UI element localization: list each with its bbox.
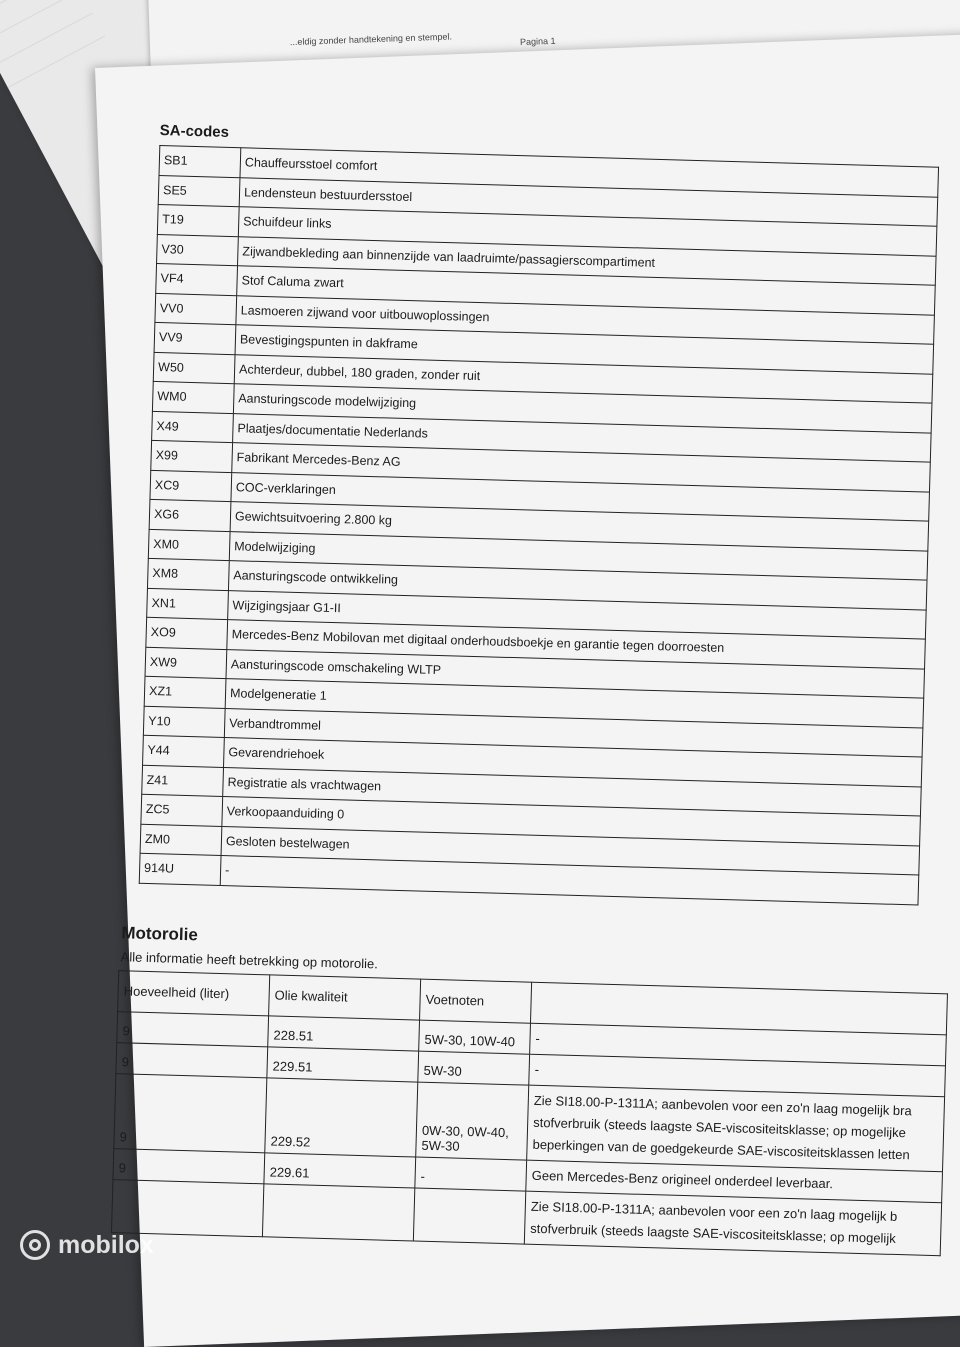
oil-note-cell: Zie SI18.00-P-1311A; aanbevolen voor een zo'n laag mogelijk bra stofverbruik (steeds laagste SAE-viscositeitsklasse; op mogelijke beperkingen van de goedgekeurde SAE-viscositeitsklassen letten [527, 1085, 945, 1172]
sa-desc-cell: Schuifdeur links [238, 207, 937, 256]
sa-code-cell: XM0 [148, 529, 230, 561]
oil-visc-cell: 5W-30 [418, 1051, 530, 1085]
sa-code-cell: Y44 [143, 735, 225, 767]
oil-quality-cell [262, 1183, 414, 1240]
oil-quality-cell: 228.51 [268, 1015, 420, 1050]
sa-desc-cell: Aansturingscode omschakeling WLTP [226, 649, 925, 698]
sheet-page-label: Pagina 1 [519, 35, 556, 48]
sa-code-cell: XO9 [146, 617, 228, 649]
mobilox-logo-icon [20, 1230, 50, 1260]
sa-code-cell: SE5 [158, 175, 240, 207]
oil-note-cell: Zie SI18.00-P-1311A; aanbevolen voor een zo'n laag mogelijk b stofverbruik (steeds laagste SAE-viscositeitsklasse; op mogelijk [524, 1191, 941, 1256]
sa-desc-cell: Wijzigingsjaar G1-II [228, 590, 927, 639]
sa-desc-cell: Zijwandbekleding aan binnenzijde van laadruimte/passagierscompartiment [238, 236, 937, 285]
sa-desc-cell: Aansturingscode modelwijziging [233, 384, 932, 433]
motorolie-subtitle: Alle informatie heeft betrekking op motorolie. [120, 948, 379, 971]
sa-desc-cell: - [220, 855, 919, 904]
sa-codes-title: SA-codes [159, 122, 230, 141]
sa-code-cell: ZM0 [140, 824, 222, 856]
sa-desc-cell: Gesloten bestelwagen [221, 826, 920, 875]
sa-code-cell: ZC5 [141, 794, 223, 826]
sa-desc-cell: Gevarendriehoek [224, 738, 923, 787]
sheet-ruled-lines [0, 0, 108, 92]
sa-desc-cell: Aansturingscode ontwikkeling [228, 561, 927, 610]
oil-visc-cell [413, 1188, 525, 1244]
header-quantity: Hoeveelheid (liter) [118, 970, 270, 1015]
watermark-text: mobilox [58, 1230, 154, 1259]
oil-visc-cell: 0W-30, 0W-40, 5W-30 [416, 1082, 529, 1160]
sa-codes-table [139, 145, 939, 905]
sheet-footer-text: ...eldig zonder handtekening en stempel. [289, 31, 453, 48]
sa-desc-cell: Plaatjes/documentatie Nederlands [233, 413, 932, 462]
sa-desc-cell: Stof Caluma zwart [237, 266, 936, 315]
sa-desc-cell: Achterdeur, dubbel, 180 graden, zonder ruit [234, 354, 933, 403]
sa-code-cell: Z41 [142, 765, 224, 797]
sa-code-cell: SB1 [159, 146, 241, 178]
sa-code-cell: XC9 [150, 470, 232, 502]
sa-desc-cell: Lasmoeren zijwand voor uitbouwoplossingen [236, 295, 935, 344]
document-page [118, 122, 960, 1256]
sa-code-cell: XG6 [149, 499, 231, 531]
sa-code-cell: X99 [151, 440, 233, 472]
sa-desc-cell: Gewichtsuitvoering 2.800 kg [230, 502, 929, 551]
oil-qty-cell: 9 [114, 1073, 267, 1152]
watermark [20, 1230, 154, 1260]
oil-qty-cell: 9 [113, 1148, 265, 1183]
sa-code-cell: Y10 [143, 706, 225, 738]
sa-code-cell: VV9 [154, 322, 236, 354]
oil-qty-cell [111, 1179, 263, 1236]
oil-note-cell: Geen Mercedes-Benz origineel onderdeel leverbaar. [526, 1160, 943, 1203]
sa-desc-cell: Registratie als vrachtwagen [223, 767, 922, 816]
oil-qty-cell: 9 [116, 1042, 268, 1077]
header-footnotes: Voetnoten [420, 979, 532, 1023]
sa-code-cell: 914U [139, 853, 221, 885]
sa-code-cell: T19 [157, 204, 239, 236]
oil-quality-cell: 229.52 [265, 1077, 418, 1156]
sa-desc-cell: Mercedes-Benz Mobilovan met digitaal onderhoudsboekje en garantie tegen doorroesten [227, 620, 926, 669]
sa-desc-cell: Verbandtrommel [224, 708, 923, 757]
sa-desc-cell: Verkoopaanduiding 0 [222, 797, 921, 846]
sa-desc-cell: Fabrikant Mercedes-Benz AG [232, 443, 931, 492]
motorolie-title: Motorolie [121, 922, 199, 944]
sa-desc-cell: Modelgeneratie 1 [225, 679, 924, 728]
sa-code-cell: XN1 [147, 588, 229, 620]
oil-quality-cell: 229.51 [267, 1046, 419, 1081]
sa-code-cell: XW9 [145, 647, 227, 679]
motorolie-table [111, 970, 948, 1256]
oil-qty-cell: 9 [117, 1011, 269, 1046]
sa-code-cell: WM0 [152, 381, 234, 413]
sa-code-cell: VV0 [155, 293, 237, 325]
oil-note-cell: - [530, 1023, 947, 1066]
oil-visc-cell: - [415, 1157, 527, 1191]
oil-quality-cell: 229.61 [264, 1152, 416, 1187]
sa-code-cell: VF4 [156, 263, 238, 295]
oil-note-cell: - [529, 1054, 946, 1097]
sa-code-cell: W50 [153, 352, 235, 384]
sa-desc-cell: Bevestigingspunten in dakframe [235, 325, 934, 374]
sa-code-cell: X49 [152, 411, 234, 443]
sa-desc-cell: Modelwijziging [229, 531, 928, 580]
oil-visc-cell: 5W-30, 10W-40 [419, 1020, 531, 1054]
header-quality: Olie kwaliteit [269, 974, 421, 1019]
sa-desc-cell: Chauffeursstoel comfort [240, 148, 939, 197]
sa-desc-cell: COC-verklaringen [231, 472, 930, 521]
sa-desc-cell: Lendensteun bestuurdersstoel [239, 177, 938, 226]
sa-code-cell: XM8 [147, 558, 229, 590]
sa-code-cell: XZ1 [144, 676, 226, 708]
sa-code-cell: V30 [157, 234, 239, 266]
